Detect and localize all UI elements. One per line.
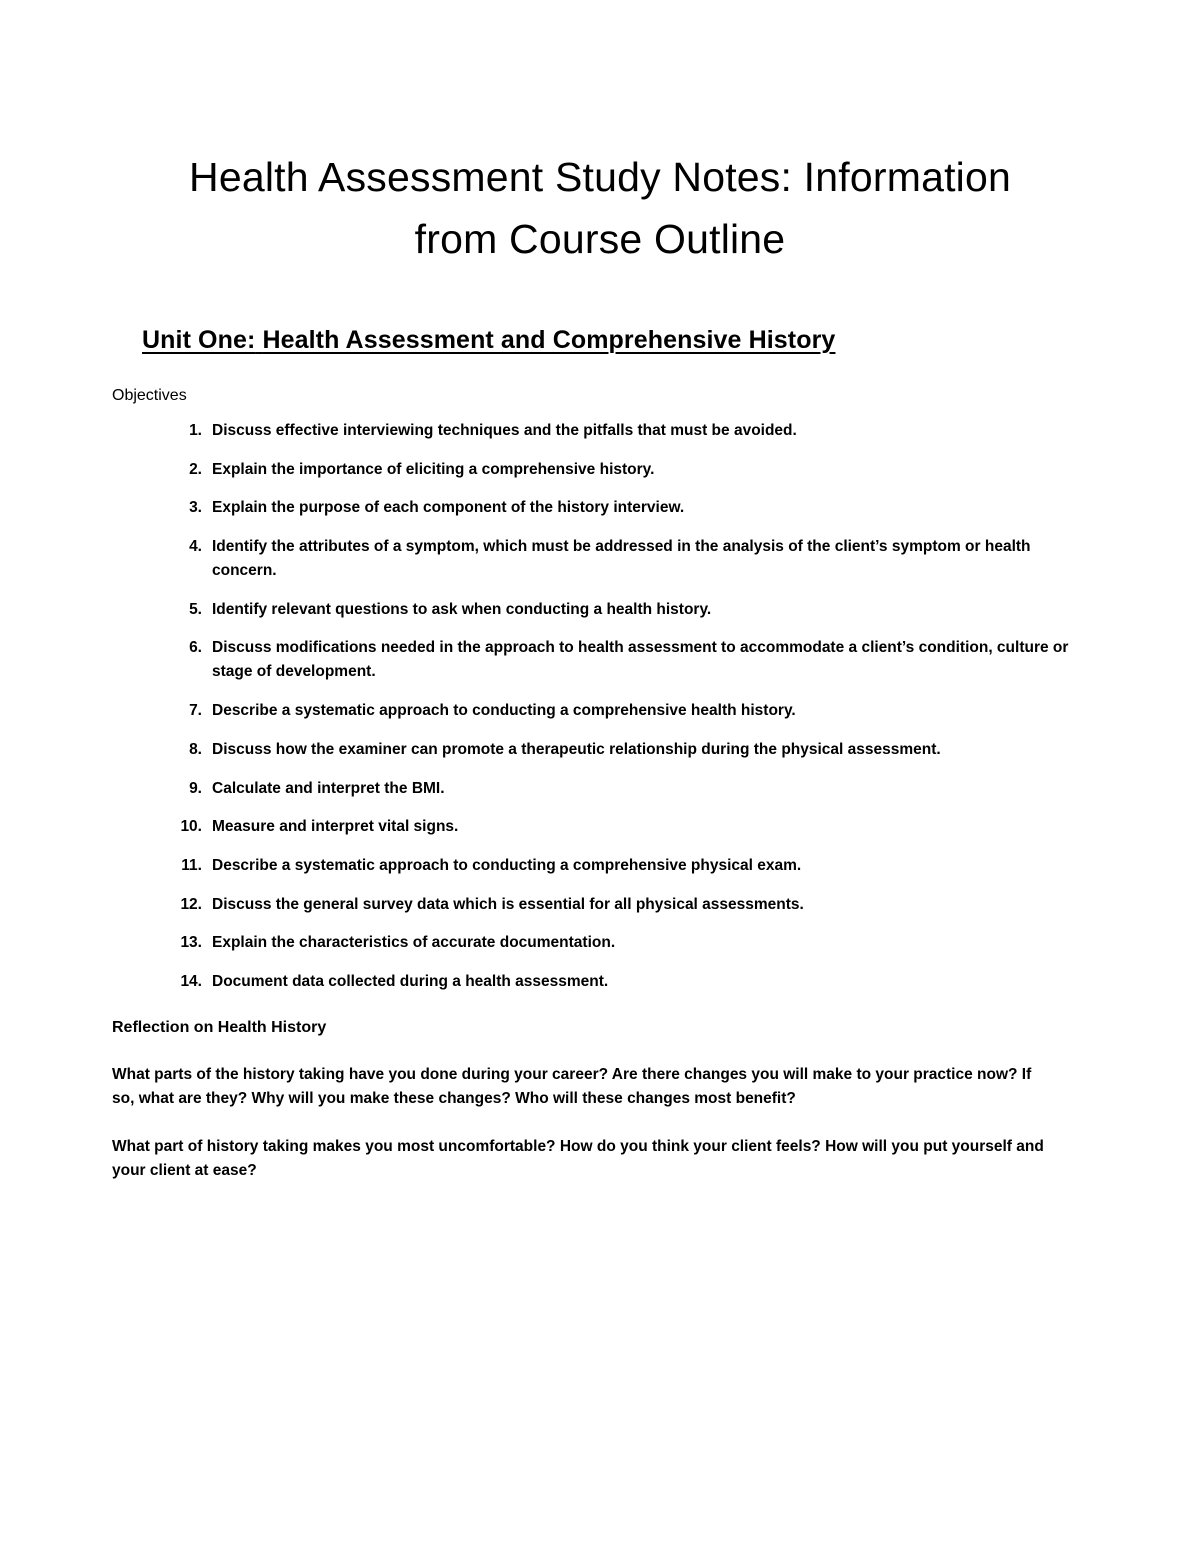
objective-text: Discuss the general survey data which is essential for all physical assessments. bbox=[212, 895, 804, 913]
objective-number: 5. bbox=[189, 600, 202, 618]
objective-number: 4. bbox=[189, 538, 202, 556]
objective-number: 3. bbox=[189, 499, 202, 517]
objective-item bbox=[112, 496, 1072, 520]
objective-item bbox=[112, 636, 1072, 684]
objective-item bbox=[112, 535, 1072, 583]
objective-text: Document data collected during a health assessment. bbox=[212, 972, 609, 990]
objective-item bbox=[112, 419, 1072, 443]
objective-item bbox=[112, 893, 1072, 917]
reflection-paragraph-1: What parts of the history taking have you done during your career? Are there changes you will make to your practice now? If so, what are they? Why will you make these changes? Who will these changes most benefit? bbox=[112, 1066, 1032, 1107]
objective-number: 8. bbox=[189, 740, 202, 758]
objective-text: Calculate and interpret the BMI. bbox=[212, 779, 445, 797]
objectives-label: Objectives bbox=[112, 387, 187, 404]
unit-topic: Health Assessment and Comprehensive History bbox=[262, 326, 836, 354]
objective-text: Discuss modifications needed in the approach to health assessment to accommodate a client’s condition, culture or stage of development. bbox=[212, 639, 1069, 681]
objective-item bbox=[112, 699, 1072, 723]
document-title bbox=[100, 146, 1100, 270]
objective-item bbox=[112, 854, 1072, 878]
objective-number: 14. bbox=[180, 972, 202, 990]
title-line-1: Health Assessment Study Notes: Information bbox=[189, 154, 1011, 200]
objective-item bbox=[112, 970, 1072, 994]
objective-text: Describe a systematic approach to conducting a comprehensive health history. bbox=[212, 702, 796, 720]
objective-text: Explain the importance of eliciting a comprehensive history. bbox=[212, 460, 655, 478]
objective-text: Identify the attributes of a symptom, which must be addressed in the analysis of the client’s symptom or health concern. bbox=[212, 538, 1031, 580]
objective-number: 10. bbox=[180, 818, 202, 836]
objective-item bbox=[112, 931, 1072, 955]
objective-number: 13. bbox=[180, 934, 202, 952]
objective-number: 9. bbox=[189, 779, 202, 797]
objective-item bbox=[112, 458, 1072, 482]
objective-text: Describe a systematic approach to conducting a comprehensive physical exam. bbox=[212, 856, 802, 874]
objective-text: Discuss effective interviewing techniques and the pitfalls that must be avoided. bbox=[212, 422, 797, 439]
objective-text: Discuss how the examiner can promote a therapeutic relationship during the physical assessment. bbox=[212, 740, 941, 758]
objective-text: Explain the purpose of each component of the history interview. bbox=[212, 499, 685, 517]
objective-number: 7. bbox=[189, 702, 202, 720]
reflection-heading: Reflection on Health History bbox=[112, 1019, 327, 1036]
objective-text: Identify relevant questions to ask when conducting a health history. bbox=[212, 600, 712, 618]
objective-text: Explain the characteristics of accurate documentation. bbox=[212, 934, 616, 952]
objective-number: 2. bbox=[189, 460, 202, 478]
unit-heading bbox=[142, 323, 835, 357]
objectives-list bbox=[112, 419, 1072, 1009]
reflection-paragraph-2: What part of history taking makes you most uncomfortable? How do you think your client feels? How will you put yourself and your client at ease? bbox=[112, 1138, 1044, 1179]
objective-number: 11. bbox=[181, 856, 202, 874]
title-line-2: from Course Outline bbox=[414, 216, 786, 262]
objective-item bbox=[112, 777, 1072, 801]
objective-number: 12. bbox=[180, 895, 202, 913]
objective-item bbox=[112, 598, 1072, 622]
objective-number: 1. bbox=[189, 422, 202, 439]
objective-item bbox=[112, 815, 1072, 839]
unit-label: Unit One: bbox=[142, 326, 256, 354]
objective-number: 6. bbox=[189, 639, 202, 657]
objective-text: Measure and interpret vital signs. bbox=[212, 818, 459, 836]
objective-item bbox=[112, 738, 1072, 762]
